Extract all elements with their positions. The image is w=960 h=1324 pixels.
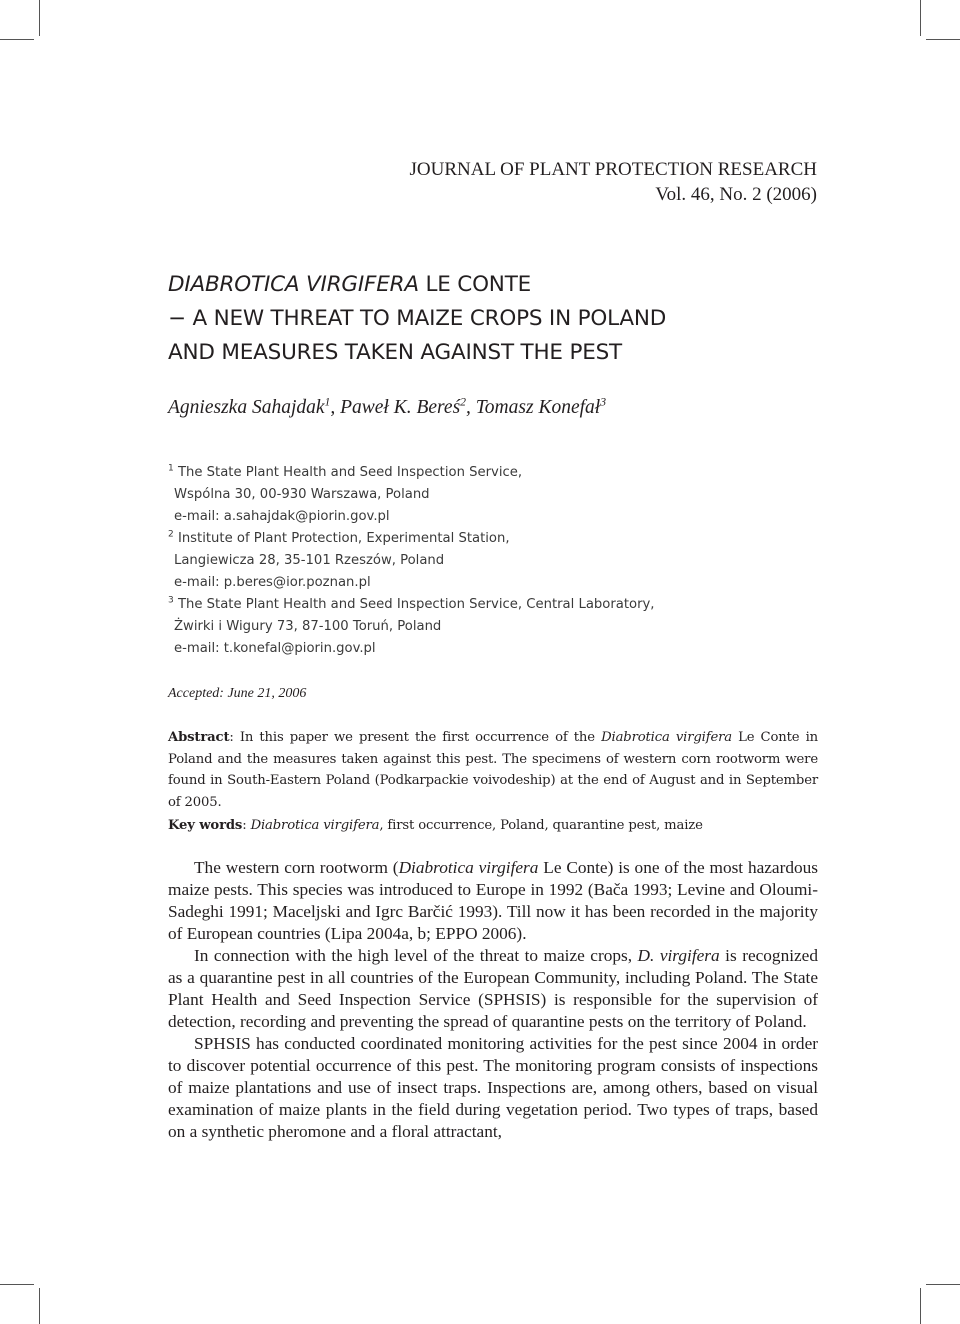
author-list <box>168 394 606 422</box>
accepted-date: Accepted: June 21, 2006 <box>168 686 307 701</box>
author-separator: , <box>330 397 341 418</box>
author-affiliation-number: 2 <box>460 395 466 409</box>
body-text-run: Le Conte) is one of the most hazardous maize pests. This species was introduced to Europe in 1992 (Bača 1993; Levine and Oloumi-Sadeghi 1991; Maceljski and Igrc Barčić 1993). Till now it has been recorded in the majority of European countries (Lipa 2004a, b; EPPO 2006). <box>168 858 818 943</box>
crop-mark-top-left-h <box>0 39 34 40</box>
affiliation-number: 3 <box>168 595 174 606</box>
body-text-run: SPHSIS has conducted coordinated monitoring activities for the pest since 2004 in order to discover potential occurrence of this pest. The monitoring program consists of inspections of maize plantations and use of insect traps. Inspections are, among others, based on visual examination of maize plants in the field during vegetation period. Two types of traps, based on a synthetic pheromone and a floral attractant, <box>168 1034 818 1141</box>
body-species: Diabrotica virgifera <box>398 858 539 877</box>
author-separator: , <box>466 397 476 418</box>
body-paragraph <box>168 857 818 945</box>
affiliation-line: Wspólna 30, 00-930 Warszawa, Poland <box>174 487 430 502</box>
author-name: Tomasz Konefał <box>475 397 601 418</box>
keywords-text: : <box>242 818 251 833</box>
author-name: Paweł K. Bereś <box>340 397 461 418</box>
journal-volume: Vol. 46, No. 2 (2006) <box>655 184 817 205</box>
paper-title <box>168 268 808 370</box>
affiliation-line: Żwirki i Wigury 73, 87-100 Toruń, Poland <box>174 619 442 634</box>
crop-mark-top-right-h <box>926 39 960 40</box>
abstract-label: Abstract <box>168 730 230 745</box>
title-line-1-rest: LE CONTE <box>418 272 532 297</box>
affiliation-line: The State Plant Health and Seed Inspection Service, Central Laboratory, <box>177 597 655 612</box>
keywords-text: , first occurrence, Poland, quarantine pest, maize <box>379 818 703 833</box>
affiliation <box>168 594 808 660</box>
crop-mark-bottom-left <box>39 1288 40 1324</box>
author-name: Agnieszka Sahajdak <box>168 397 325 418</box>
affiliation <box>168 528 808 594</box>
body-species: D. virgifera <box>637 946 720 965</box>
body-text-run: The western corn rootworm ( <box>194 858 399 877</box>
journal-name: JOURNAL OF PLANT PROTECTION RESEARCH <box>409 159 817 180</box>
author-affiliation-number: 1 <box>324 395 331 409</box>
crop-mark-bottom-right-h <box>926 1284 960 1285</box>
affiliation-email: e-mail: a.sahajdak@piorin.gov.pl <box>174 509 390 524</box>
body-text-run: In connection with the high level of the threat to maize crops, <box>194 946 638 965</box>
abstract-text: Le Conte in Poland and the measures taken against this pest. The specimens of western corn rootworm were found in South-Eastern Poland (Podkarpackie voivodeship) at the end of August and in September of 2005. <box>168 730 819 810</box>
affiliation <box>168 462 808 528</box>
abstract-species: Diabrotica virgifera <box>601 730 732 745</box>
abstract <box>168 727 818 813</box>
title-line-2: − A NEW THREAT TO MAIZE CROPS IN POLAND <box>168 306 667 331</box>
body-text-run: is recognized as a quarantine pest in all countries of the European Community, including Poland. The State Plant Health and Seed Inspection Service (SPHSIS) is responsible for the supervision of detection, recording and preventing the spread of quarantine pests on the territory of Poland. <box>168 946 818 1031</box>
title-line-1 <box>168 268 808 302</box>
author-affiliation-number: 3 <box>600 395 607 409</box>
keywords-species: Diabrotica virgifera <box>250 818 380 833</box>
crop-mark-bottom-left-h <box>0 1284 34 1285</box>
crop-mark-bottom-right <box>920 1288 921 1324</box>
body-paragraph <box>168 945 818 1033</box>
affiliation-line: The State Plant Health and Seed Inspection Service, <box>177 465 523 480</box>
affiliation-line: Langiewicza 28, 35-101 Rzeszów, Poland <box>174 553 445 568</box>
affiliation-email: e-mail: t.konefal@piorin.gov.pl <box>174 641 376 656</box>
journal-header <box>410 157 817 207</box>
body-text <box>168 857 818 1143</box>
affiliations <box>168 462 808 660</box>
keywords <box>168 815 818 836</box>
abstract-text: : In this paper we present the first occurrence of the <box>229 730 602 745</box>
title-species: DIABROTICA VIRGIFERA <box>168 272 419 297</box>
keywords-label: Key words <box>168 818 243 833</box>
body-paragraph <box>168 1033 818 1143</box>
affiliation-line: Institute of Plant Protection, Experimental Station, <box>177 531 510 546</box>
crop-mark-top-left <box>39 0 40 36</box>
title-line-3: AND MEASURES TAKEN AGAINST THE PEST <box>168 340 622 365</box>
affiliation-email: e-mail: p.beres@ior.poznan.pl <box>174 575 371 590</box>
crop-mark-top-right <box>920 0 921 36</box>
affiliation-number: 2 <box>168 529 174 540</box>
affiliation-number: 1 <box>168 463 174 474</box>
